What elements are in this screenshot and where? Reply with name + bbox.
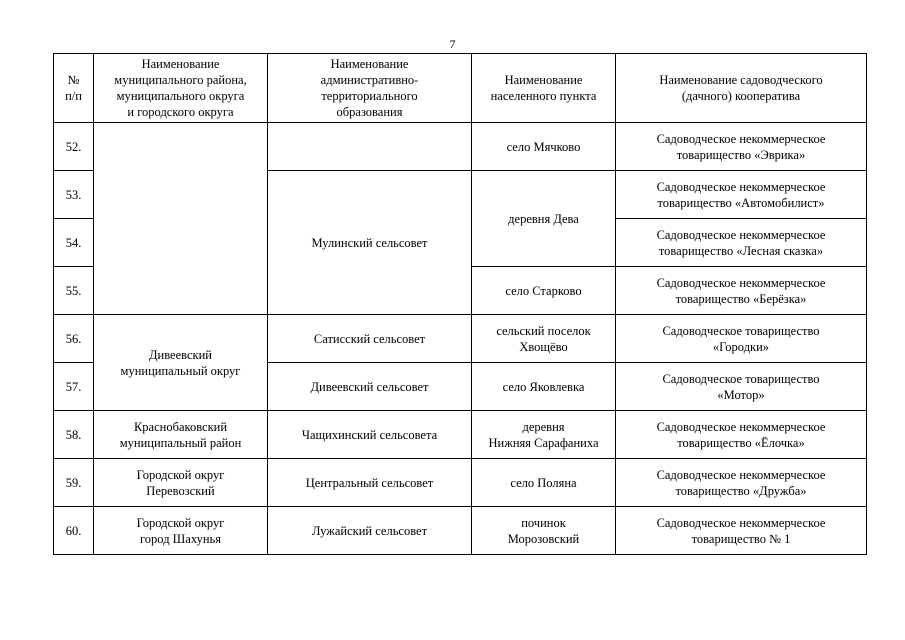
- admin-unit-cell: [268, 123, 472, 171]
- cooperative-cell: Садоводческое некоммерческое товарищество «Эврика»: [616, 123, 867, 171]
- table-row: [54, 123, 867, 171]
- table-row: [54, 411, 867, 459]
- admin-unit-cell: Мулинский сельсовет: [268, 171, 472, 315]
- admin-unit-cell: Сатисский сельсовет: [268, 315, 472, 363]
- admin-unit-cell: Дивеевский сельсовет: [268, 363, 472, 411]
- district-cell: Дивеевский муниципальный округ: [94, 315, 268, 411]
- header-cooperative: Наименование садоводческого (дачного) кооператива: [616, 54, 867, 123]
- cooperative-cell: Садоводческое некоммерческое товарищество «Лесная сказка»: [616, 219, 867, 267]
- header-district: Наименование муниципального района, муниципального округа и городского округа: [94, 54, 268, 123]
- cooperative-cell: Садоводческое некоммерческое товарищество «Дружба»: [616, 459, 867, 507]
- cooperative-cell: Садоводческое некоммерческое товарищество «Автомобилист»: [616, 171, 867, 219]
- row-number: 53.: [54, 171, 94, 219]
- district-cell: Городской округ город Шахунья: [94, 507, 268, 555]
- admin-unit-cell: Лужайский сельсовет: [268, 507, 472, 555]
- locality-cell: деревня Нижняя Сарафаниха: [472, 411, 616, 459]
- row-number: 55.: [54, 267, 94, 315]
- locality-cell: село Мячково: [472, 123, 616, 171]
- table-header-row: [54, 54, 867, 123]
- cooperative-cell: Садоводческое некоммерческое товарищество № 1: [616, 507, 867, 555]
- row-number: 57.: [54, 363, 94, 411]
- row-number: 52.: [54, 123, 94, 171]
- row-number: 54.: [54, 219, 94, 267]
- row-number: 56.: [54, 315, 94, 363]
- district-cell: Городской округ Перевозский: [94, 459, 268, 507]
- locality-cell: деревня Дева: [472, 171, 616, 267]
- row-number: 58.: [54, 411, 94, 459]
- locality-cell: село Поляна: [472, 459, 616, 507]
- table-row: [54, 315, 867, 363]
- admin-unit-cell: Чащихинский сельсовета: [268, 411, 472, 459]
- table-row: [54, 507, 867, 555]
- row-number: 59.: [54, 459, 94, 507]
- cooperative-cell: Садоводческое некоммерческое товарищество «Берёзка»: [616, 267, 867, 315]
- cooperative-cell: Садоводческое товарищество «Городки»: [616, 315, 867, 363]
- header-admin-unit: Наименование административно- территориального образования: [268, 54, 472, 123]
- district-cell: Краснобаковский муниципальный район: [94, 411, 268, 459]
- admin-unit-cell: Центральный сельсовет: [268, 459, 472, 507]
- locality-cell: починок Морозовский: [472, 507, 616, 555]
- row-number: 60.: [54, 507, 94, 555]
- district-cell: [94, 123, 268, 315]
- locality-cell: село Яковлевка: [472, 363, 616, 411]
- locality-cell: сельский поселок Хвощёво: [472, 315, 616, 363]
- page-number: 7: [449, 37, 456, 51]
- header-number: № п/п: [54, 54, 94, 123]
- locality-cell: село Старково: [472, 267, 616, 315]
- table-row: [54, 459, 867, 507]
- cooperative-cell: Садоводческое некоммерческое товарищество «Ёлочка»: [616, 411, 867, 459]
- header-locality: Наименование населенного пункта: [472, 54, 616, 123]
- cooperative-cell: Садоводческое товарищество «Мотор»: [616, 363, 867, 411]
- cooperatives-table: [53, 53, 867, 555]
